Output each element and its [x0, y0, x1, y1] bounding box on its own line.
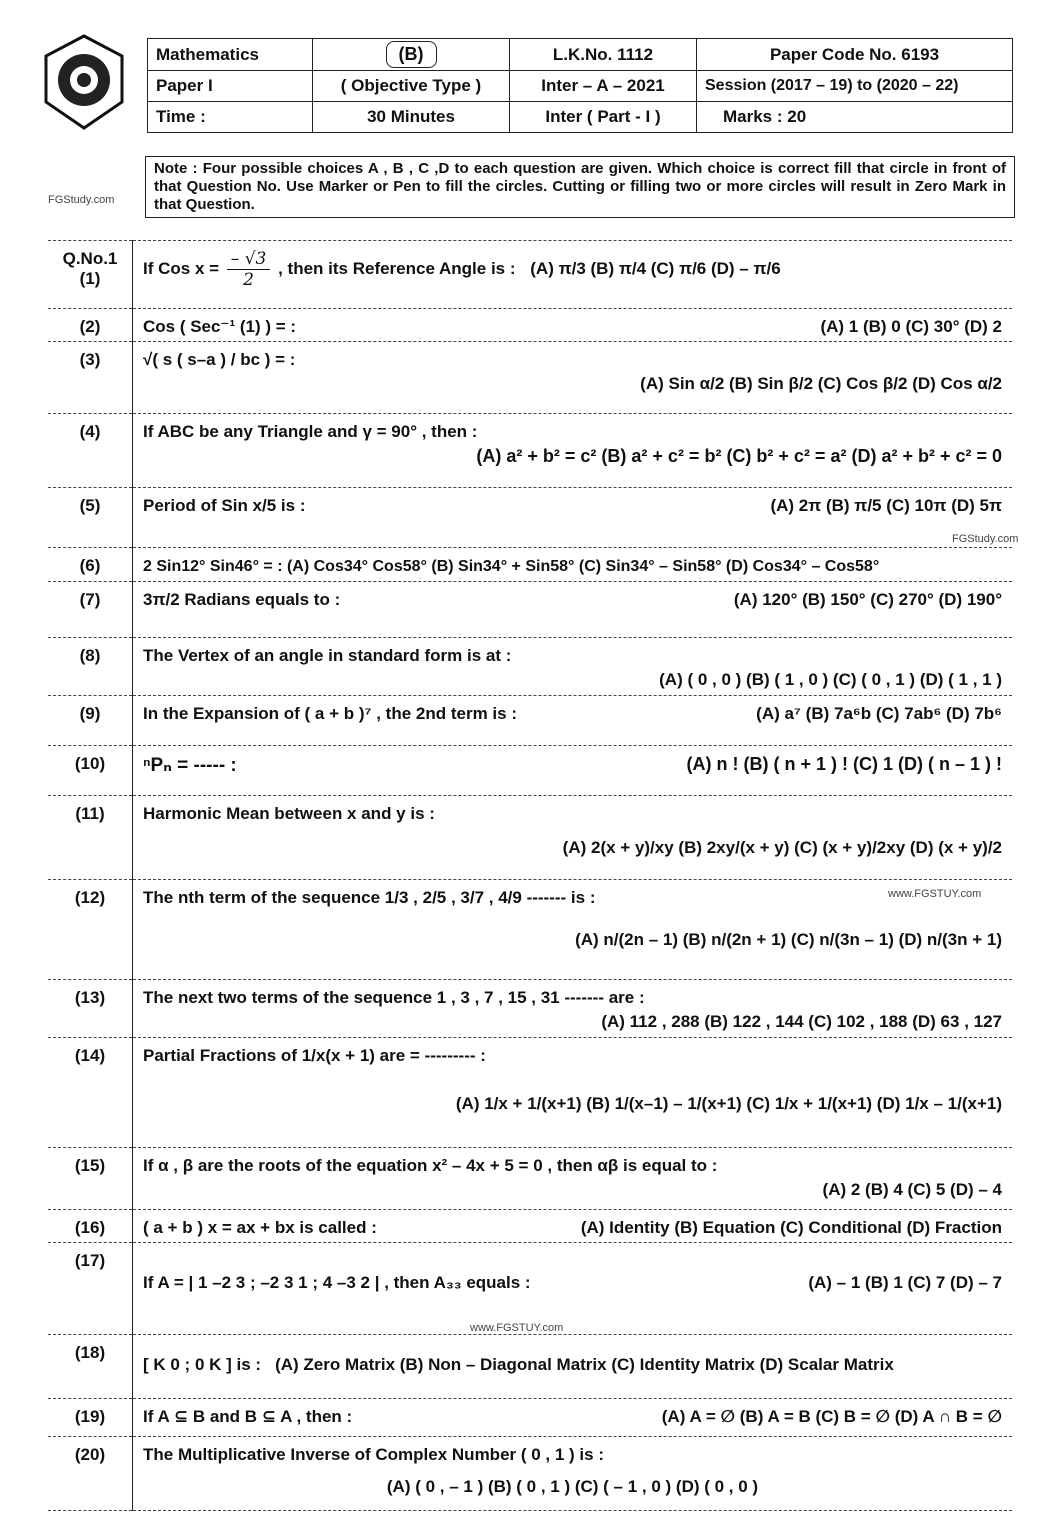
question-text: [ K 0 ; 0 K ] is :: [143, 1355, 262, 1374]
watermark: www.FGSTUY.com: [470, 1322, 564, 1334]
board-logo: [38, 32, 130, 132]
paper-code: Paper Code No. 6193: [697, 39, 1013, 71]
question-row: Q.No.1 (1) If Cos x = $\frac{- √3}{2}$ , then its Reference Angle is : (A) π/3 (B) π/4 (C) π/6 (D) – π/6: [48, 241, 1012, 309]
question-text: The Vertex of an angle in standard form is at :: [143, 646, 512, 665]
question-number: (5): [48, 488, 133, 548]
time-label: Time :: [148, 102, 313, 133]
instructions-note: Note : Four possible choices A , B , C ,D to each question are given. Which choice is correct fill that circle in front of that Question No. Use Marker or Pen to fill the circles. Cutting or filling two or more circles will result in Zero Mark in that Question.: [145, 156, 1015, 218]
part: Inter ( Part - I ): [510, 102, 697, 133]
question-text: If A = | 1 –2 3 ; –2 3 1 ; 4 –3 2 | , then A₃₃ equals :: [143, 1273, 531, 1292]
question-row: [48, 1210, 1012, 1243]
question-options: (A) Zero Matrix (B) Non – Diagonal Matrix (C) Identity Matrix (D) Scalar Matrix: [275, 1355, 894, 1374]
question-row: [48, 796, 1012, 880]
question-number: (1): [79, 269, 101, 288]
question-row: [48, 548, 1012, 582]
question-row: [48, 1148, 1012, 1210]
question-number: (10): [48, 746, 133, 796]
question-options: (A) n/(2n – 1) (B) n/(2n + 1) (C) n/(3n – 1) (D) n/(3n + 1): [575, 930, 1002, 949]
question-options: (A) a⁷ (B) 7a⁶b (C) 7ab⁶ (D) 7b⁶: [756, 704, 1002, 723]
question-text: If ABC be any Triangle and γ = 90° , then :: [143, 422, 478, 441]
question-number: (2): [48, 309, 133, 342]
question-number: (9): [48, 696, 133, 746]
paper-type: ( Objective Type ): [313, 71, 510, 102]
question-text: ( a + b ) x = ax + bx is called :: [143, 1218, 377, 1237]
question-number: (17): [48, 1243, 133, 1335]
question-options: (A) Sin α/2 (B) Sin β/2 (C) Cos β/2 (D) Cos α/2: [640, 374, 1002, 393]
question-options: (A) – 1 (B) 1 (C) 7 (D) – 7: [808, 1273, 1002, 1292]
question-row: [48, 638, 1012, 696]
questions-table: [48, 240, 1012, 1511]
question-text: The Multiplicative Inverse of Complex Number ( 0 , 1 ) is :: [143, 1445, 604, 1464]
question-options: (A) 1/x + 1/(x+1) (B) 1/(x–1) – 1/(x+1) (C) 1/x + 1/(x+1) (D) 1/x – 1/(x+1): [455, 1094, 1002, 1113]
question-row: [48, 746, 1012, 796]
question-text: If Cos x =: [143, 258, 220, 278]
question-row: [48, 582, 1012, 638]
question-number: (15): [48, 1148, 133, 1210]
question-options: (A) 120° (B) 150° (C) 270° (D) 190°: [733, 590, 1002, 609]
watermark: FGStudy.com: [48, 194, 115, 206]
question-row: [48, 309, 1012, 342]
question-options: (A) ( 0 , 0 ) (B) ( 1 , 0 ) (C) ( 0 , 1 ) (D) ( 1 , 1 ): [659, 670, 1002, 689]
question-options: (A) π/3 (B) π/4 (C) π/6 (D) – π/6: [530, 258, 781, 278]
marks: Marks : 20: [697, 102, 1013, 133]
question-text: √( s ( s–a ) / bc ) = :: [143, 350, 296, 369]
question-text: The nth term of the sequence 1/3 , 2/5 , 3/7 , 4/9 ------- is :: [143, 888, 596, 907]
question-number: (12): [48, 880, 133, 980]
question-text: Cos ( Sec⁻¹ (1) ) = :: [143, 317, 297, 336]
question-row: [48, 488, 1012, 548]
question-text: Period of Sin x/5 is :: [143, 496, 306, 515]
paper-number: Paper I: [148, 71, 313, 102]
question-text: Partial Fractions of 1/x(x + 1) are = --------- :: [143, 1046, 486, 1065]
question-number: (16): [48, 1210, 133, 1243]
question-text: If A ⊆ B and B ⊆ A , then :: [143, 1407, 353, 1426]
question-number: (3): [48, 342, 133, 414]
question-options: (A) ( 0 , – 1 ) (B) ( 0 , 1 ) (C) ( – 1 , 0 ) (D) ( 0 , 0 ): [386, 1477, 759, 1496]
question-options: (A) n ! (B) ( n + 1 ) ! (C) 1 (D) ( n – 1 ) !: [686, 754, 1002, 774]
question-number: (19): [48, 1399, 133, 1437]
question-row: [48, 1399, 1012, 1437]
question-number: (8): [48, 638, 133, 696]
group-badge: (B): [386, 41, 437, 68]
question-options: (A) A = ∅ (B) A = B (C) B = ∅ (D) A ∩ B = ∅: [661, 1407, 1002, 1426]
paper-header: [147, 38, 1013, 133]
exam-name: Inter – A – 2021: [510, 71, 697, 102]
question-number: (7): [48, 582, 133, 638]
question-number: (20): [48, 1437, 133, 1511]
session: Session (2017 – 19) to (2020 – 22): [697, 71, 1013, 102]
question-text: The next two terms of the sequence 1 , 3 , 7 , 15 , 31 ------- are :: [143, 988, 645, 1007]
question-text: 3π/2 Radians equals to :: [143, 590, 341, 609]
question-row: [48, 342, 1012, 414]
question-number: (13): [48, 980, 133, 1038]
question-number: (14): [48, 1038, 133, 1148]
question-options: (A) 2(x + y)/xy (B) 2xy/(x + y) (C) (x + y)/2xy (D) (x + y)/2: [562, 838, 1002, 857]
question-row: [48, 696, 1012, 746]
question-number: (4): [48, 414, 133, 488]
question-text: Harmonic Mean between x and y is :: [143, 804, 435, 823]
question-options: (A) Identity (B) Equation (C) Conditional (D) Fraction: [580, 1218, 1002, 1237]
question-text: In the Expansion of ( a + b )⁷ , the 2nd term is :: [143, 704, 517, 723]
question-text: ⁿPₙ = ----- :: [143, 755, 237, 776]
time-value: 30 Minutes: [313, 102, 510, 133]
lk-number: L.K.No. 1112: [510, 39, 697, 71]
question-options: (A) 2π (B) π/5 (C) 10π (D) 5π: [770, 496, 1002, 515]
watermark: FGStudy.com: [952, 533, 1019, 545]
question-text: If α , β are the roots of the equation x² – 4x + 5 = 0 , then αβ is equal to :: [143, 1156, 718, 1175]
question-row: [48, 980, 1012, 1038]
question-row: [48, 1243, 1012, 1335]
question-options: (A) 2 (B) 4 (C) 5 (D) – 4: [822, 1180, 1002, 1199]
question-row: [48, 880, 1012, 980]
question-row: [48, 1038, 1012, 1148]
question-options: (A) 1 (B) 0 (C) 30° (D) 2: [820, 317, 1002, 336]
question-options: (A) 112 , 288 (B) 122 , 144 (C) 102 , 188 (D) 63 , 127: [601, 1012, 1002, 1031]
question-text: 2 Sin12° Sin46° = : (A) Cos34° Cos58° (B) Sin34° + Sin58° (C) Sin34° – Sin58° (D) Cos34° – Cos58°: [143, 558, 880, 575]
qno-label: Q.No.1: [62, 249, 118, 268]
subject: Mathematics: [148, 39, 313, 71]
question-number: (11): [48, 796, 133, 880]
question-number: (6): [48, 548, 133, 582]
watermark: www.FGSTUY.com: [888, 888, 982, 900]
question-number: (18): [48, 1335, 133, 1399]
question-row: [48, 1437, 1012, 1511]
question-row: [48, 414, 1012, 488]
question-options: (A) a² + b² = c² (B) a² + c² = b² (C) b² + c² = a² (D) a² + b² + c² = 0: [476, 446, 1002, 466]
question-row: [48, 1335, 1012, 1399]
